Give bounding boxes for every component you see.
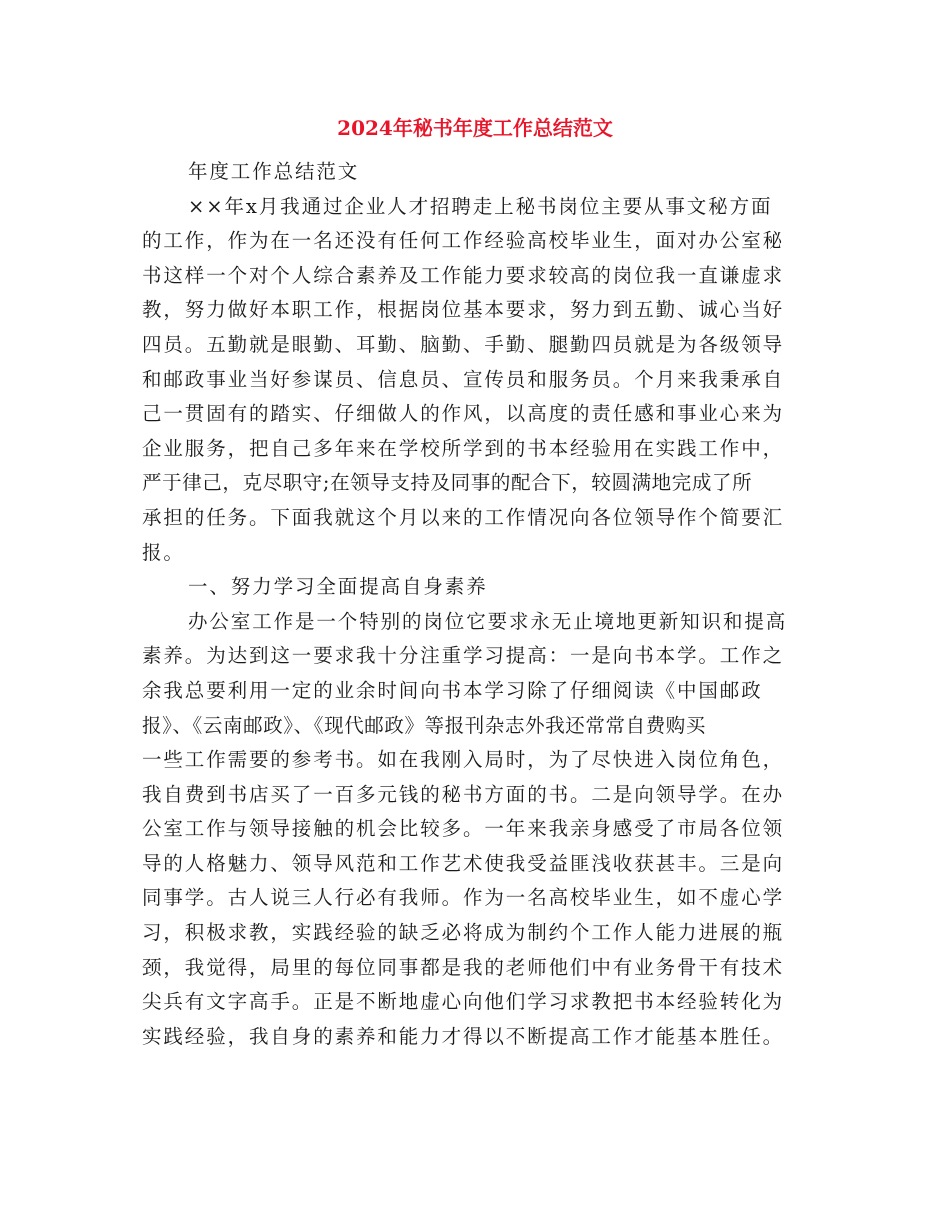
paragraph-line: 和邮政事业当好参谋员、信息员、宣传员和服务员。个月来我秉承自: [142, 367, 785, 391]
paragraph-line: 报。: [142, 540, 185, 564]
paragraph-line: 同事学。古人说三人行必有我师。作为一名高校毕业生，如不虚心学: [142, 886, 785, 910]
paragraph-line: 习，积极求教，实践经验的缺乏必将成为制约个工作人能力进展的瓶: [142, 921, 785, 945]
paragraph-line: 余我总要利用一定的业余时间向书本学习除了仔细阅读《中国邮政: [142, 678, 763, 702]
paragraph-line: 报》、《云南邮政》、《现代邮政》等报刊杂志外我还常常自费购买: [142, 713, 707, 737]
paragraph-line: 我自费到书店买了一百多元钱的秘书方面的书。二是向领导学。在办: [142, 782, 785, 806]
paragraph-line: 导的人格魅力、领导风范和工作艺术使我受益匪浅收获甚丰。三是向: [142, 851, 785, 875]
paragraph-line: 承担的任务。下面我就这个月以来的工作情况向各位领导作个简要汇: [142, 505, 785, 529]
paragraph-line: 书这样一个对个人综合素养及工作能力要求较高的岗位我一直谦虚求: [142, 263, 785, 287]
paragraph-line: ××年x月我通过企业人才招聘走上秘书岗位主要从事文秘方面: [188, 194, 773, 218]
paragraph-line: 办公室工作是一个特别的岗位它要求永无止境地更新知识和提高: [188, 609, 788, 633]
document-title: 2024年秘书年度工作总结范文: [337, 116, 613, 140]
paragraph-line: 年度工作总结范文: [188, 160, 360, 183]
paragraph-line: 公室工作与领导接触的机会比较多。一年来我亲身感受了市局各位领: [142, 817, 785, 841]
section-heading: 一、努力学习全面提高自身素养: [188, 575, 488, 599]
paragraph-line: 尖兵有文字高手。正是不断地虚心向他们学习求教把书本经验转化为: [142, 990, 785, 1014]
paragraph-line: 实践经验，我自身的素养和能力才得以不断提高工作才能基本胜任。: [142, 1024, 785, 1048]
paragraph-line: 一些工作需要的参考书。如在我刚入局时，为了尽快进入岗位角色，: [142, 748, 785, 772]
paragraph-line: 教，努力做好本职工作，根据岗位基本要求，努力到五勤、诚心当好: [142, 298, 785, 322]
paragraph-line: 企业服务，把自己多年来在学校所学到的书本经验用在实践工作中，: [142, 436, 785, 460]
paragraph-line: 颈，我觉得，局里的每位同事都是我的老师他们中有业务骨干有技术: [142, 955, 785, 979]
document-body: [142, 155, 809, 1054]
paragraph-line: 四员。五勤就是眼勤、耳勤、脑勤、手勤、腿勤四员就是为各级领导: [142, 332, 785, 356]
paragraph-line: 的工作，作为在一名还没有任何工作经验高校毕业生，面对办公室秘: [142, 229, 785, 253]
paragraph-line: 素养。为达到这一要求我十分注重学习提高：一是向书本学。工作之: [142, 644, 785, 668]
paragraph-line: 严于律己，克尽职守;在领导支持及同事的配合下，较圆满地完成了所: [142, 471, 753, 495]
paragraph-line: 己一贯固有的踏实、仔细做人的作风，以高度的责任感和事业心来为: [142, 402, 785, 426]
